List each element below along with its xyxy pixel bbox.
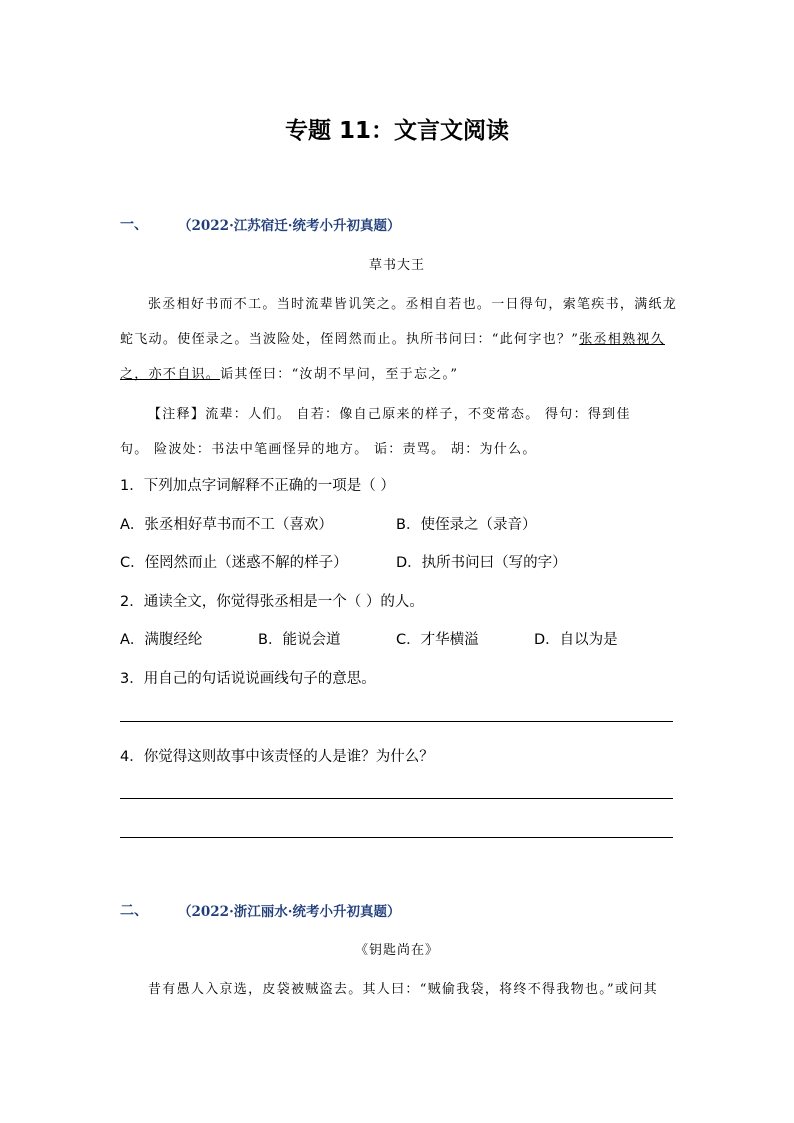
passage-title: 《钥匙尚在》 (354, 943, 439, 958)
passage-title: 草书大王 (368, 258, 425, 273)
underlined-sentence: 之，亦不自识。 (120, 367, 221, 382)
passage-text: 诟其侄曰：“汝胡不早问，至于忘之。” (220, 367, 459, 382)
answer-line[interactable] (120, 798, 673, 799)
question-2: 2．通读全文，你觉得张丞相是一个（ ）的人。 (120, 594, 424, 610)
section-source: （2022·浙江丽水·统考小升初真题） (178, 904, 401, 920)
option-a: A．满腹经纶 (120, 632, 203, 648)
note-line: 句。 险波处：书法中笔画怪异的地方。 诟：责骂。 胡：为什么。 (120, 442, 537, 457)
answer-line[interactable] (120, 837, 673, 838)
note-line: 【注释】流辈：人们。 自若：像自己原来的样子，不变常态。 得句：得到佳 (148, 407, 631, 422)
passage-line: 张丞相好书而不工。当时流辈皆讥笑之。丞相自若也。一日得句，索笔疾书，满纸龙 (148, 297, 678, 312)
option-b: B．能说会道 (258, 632, 341, 648)
section-source: （2022·江苏宿迁·统考小升初真题） (178, 218, 401, 234)
underlined-sentence: 张丞相熟视久 (579, 332, 666, 347)
section-number: 一、 (120, 217, 148, 233)
answer-line[interactable] (120, 721, 673, 722)
passage-line: 昔有愚人入京选，皮袋被贼盗去。其人曰：“贼偷我袋，将终不得我物也。”或问其 (148, 982, 658, 997)
passage-text: 蛇飞动。使侄录之。当波险处，侄罔然而止。执所书问曰：“此何字也？” (120, 332, 580, 347)
option-c: C．才华横溢 (396, 632, 479, 648)
option-c: C．侄罔然而止（迷惑不解的样子） (120, 555, 348, 571)
section-number: 二、 (120, 903, 148, 919)
option-d: D．执所书问曰（写的字） (396, 555, 567, 571)
option-a: A．张丞相好草书而不工（喜欢） (120, 517, 333, 533)
question-1: 1．下列加点字词解释不正确的一项是（ ） (120, 478, 395, 494)
option-b: B．使侄录之（录音） (396, 517, 537, 533)
passage-line (120, 363, 458, 382)
option-d: D．自以为是 (534, 632, 618, 648)
question-3: 3．用自己的句话说说画线句子的意思。 (120, 671, 376, 687)
page-title: 专题 11：文言文阅读 (284, 118, 509, 144)
passage-line (120, 328, 665, 347)
question-4: 4．你觉得这则故事中该责怪的人是谁？为什么？ (120, 749, 434, 765)
